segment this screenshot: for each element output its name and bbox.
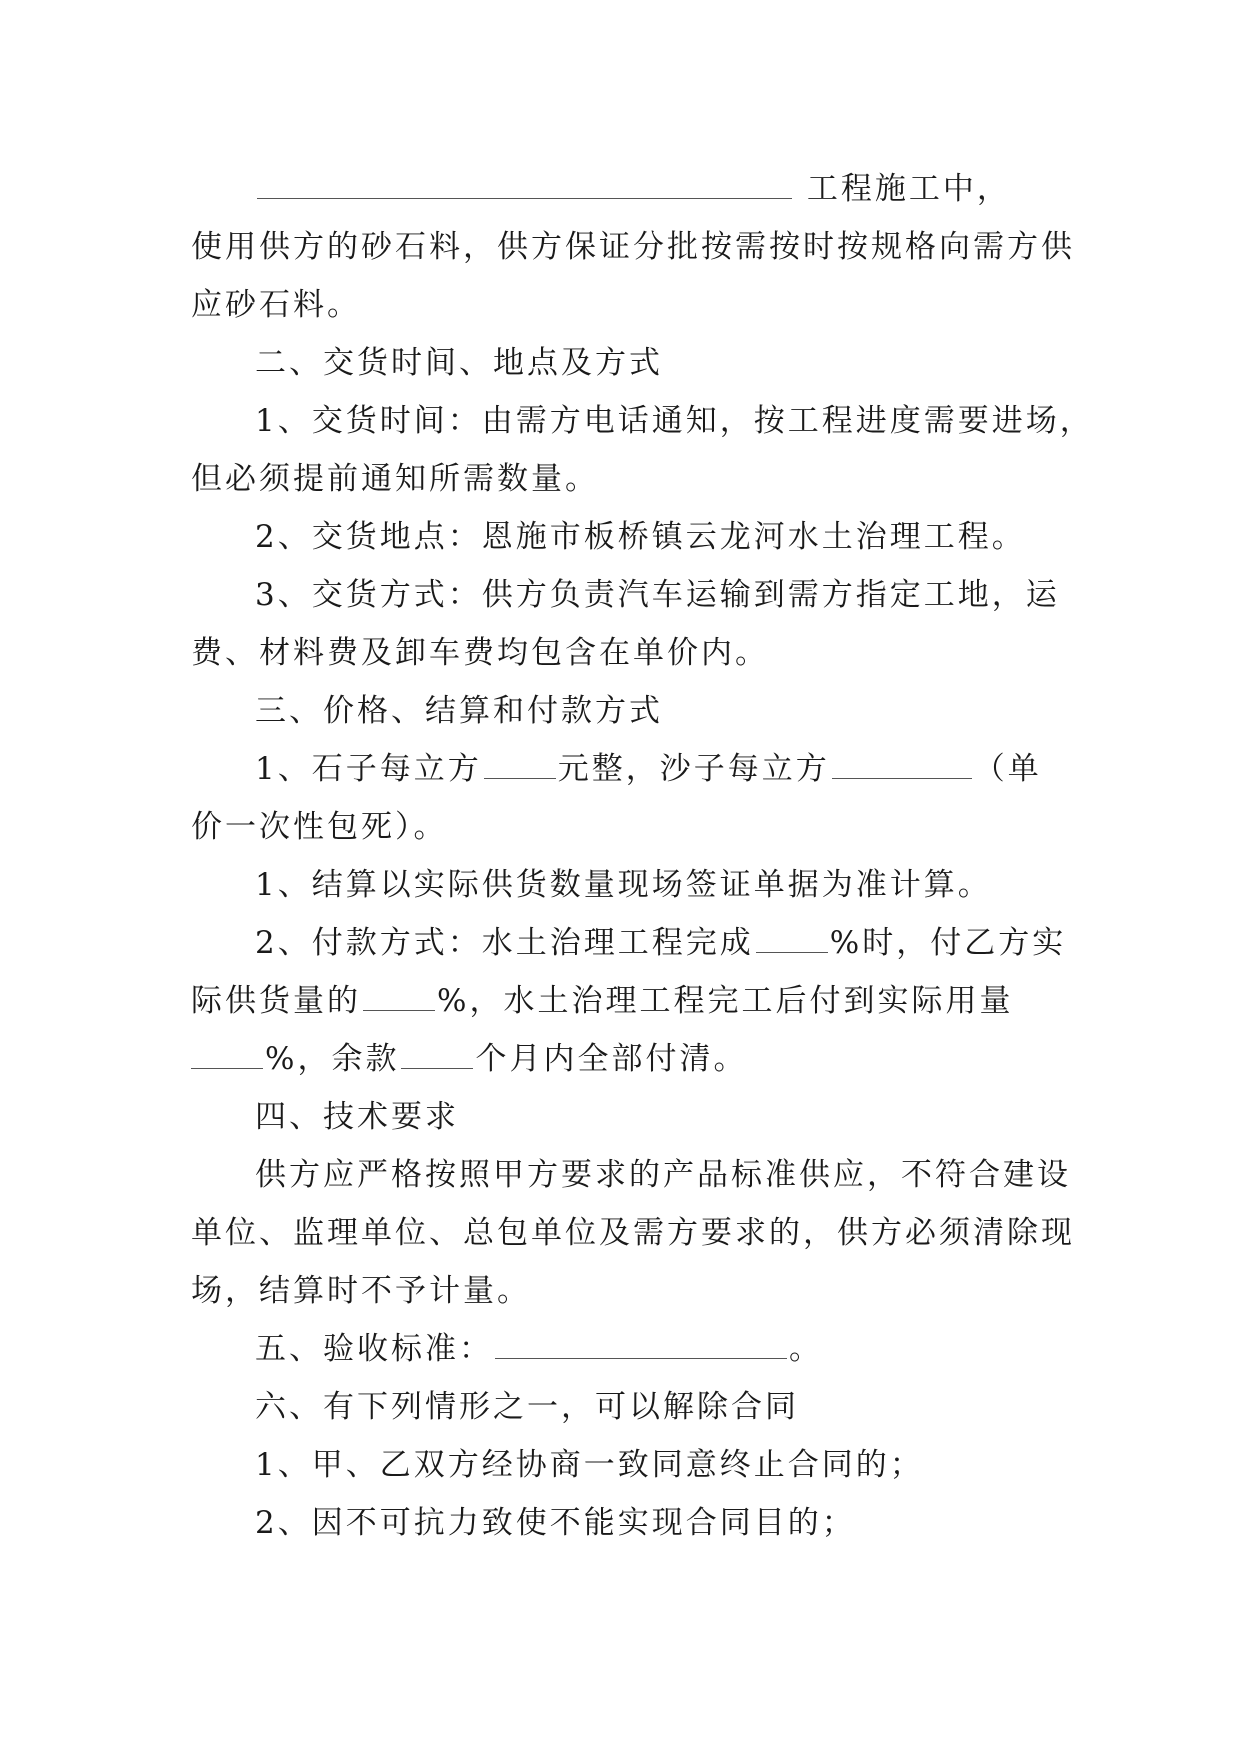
clause-text: %，水土治理工程完工后付到实际用量 <box>437 983 1014 1019</box>
section-heading-text: 五、验收标准： <box>255 1331 493 1367</box>
section-heading: 四、技术要求 <box>255 1099 459 1135</box>
section-heading: 三、价格、结算和付款方式 <box>255 693 663 729</box>
clause-text: 场，结算时不予计量。 <box>191 1273 531 1309</box>
project-line <box>191 160 1051 218</box>
price-clause <box>191 740 1051 798</box>
clause-text: 2、因不可抗力致使不能实现合同目的； <box>255 1505 856 1541</box>
project-line-text: 工程施工中， <box>806 171 1011 207</box>
clause-text: 2、付款方式：水土治理工程完成 <box>255 925 754 961</box>
clause-text: 3、交货方式：供方负责汽车运输到需方指定工地，运 <box>255 577 1060 613</box>
clause-text: 供方应严格按照甲方要求的产品标准供应，不符合建设 <box>255 1157 1071 1193</box>
payment-clause <box>191 972 1051 1030</box>
months-blank <box>401 1068 473 1069</box>
stone-price-blank <box>484 778 556 779</box>
supply-percent-blank <box>363 1010 435 1011</box>
body-text-line: 应砂石料。 <box>191 287 361 323</box>
section-heading: 二、交货时间、地点及方式 <box>255 345 663 381</box>
usage-percent-blank <box>191 1068 263 1069</box>
clause-text: 但必须提前通知所需数量。 <box>191 461 599 497</box>
clause-text: 费、材料费及卸车费均包含在单价内。 <box>191 635 769 671</box>
body-text-line: 使用供方的砂石料，供方保证分批按需按时按规格向需方供 <box>191 229 1075 265</box>
clause-text: 1、甲、乙双方经协商一致同意终止合同的； <box>255 1447 924 1483</box>
document-page <box>191 160 1094 1552</box>
clause-text: 1、石子每立方 <box>255 751 482 787</box>
clause-text: %，余款 <box>265 1041 400 1077</box>
payment-clause <box>191 1030 1051 1088</box>
clause-text: 元整，沙子每立方 <box>557 751 830 787</box>
project-name-blank <box>257 198 792 199</box>
clause-text: %时，付乙方实 <box>829 925 1067 961</box>
section-heading <box>191 1320 1051 1378</box>
clause-text: 个月内全部付清。 <box>475 1041 748 1077</box>
completion-percent-blank <box>756 952 828 953</box>
sand-price-blank <box>832 778 972 779</box>
clause-text: 2、交货地点：恩施市板桥镇云龙河水土治理工程。 <box>255 519 1026 555</box>
clause-text: 际供货量的 <box>191 983 361 1019</box>
clause-text: 单位、监理单位、总包单位及需方要求的，供方必须清除现 <box>191 1215 1075 1251</box>
section-heading: 六、有下列情形之一，可以解除合同 <box>255 1389 799 1425</box>
clause-text: 。 <box>789 1331 823 1367</box>
payment-clause <box>191 914 1067 972</box>
clause-text: （单 <box>973 751 1042 787</box>
acceptance-standard-blank <box>495 1358 787 1359</box>
clause-text: 价一次性包死）。 <box>191 809 448 845</box>
clause-text: 1、交货时间：由需方电话通知，按工程进度需要进场， <box>255 403 1094 439</box>
clause-text: 1、结算以实际供货数量现场签证单据为准计算。 <box>255 867 992 903</box>
